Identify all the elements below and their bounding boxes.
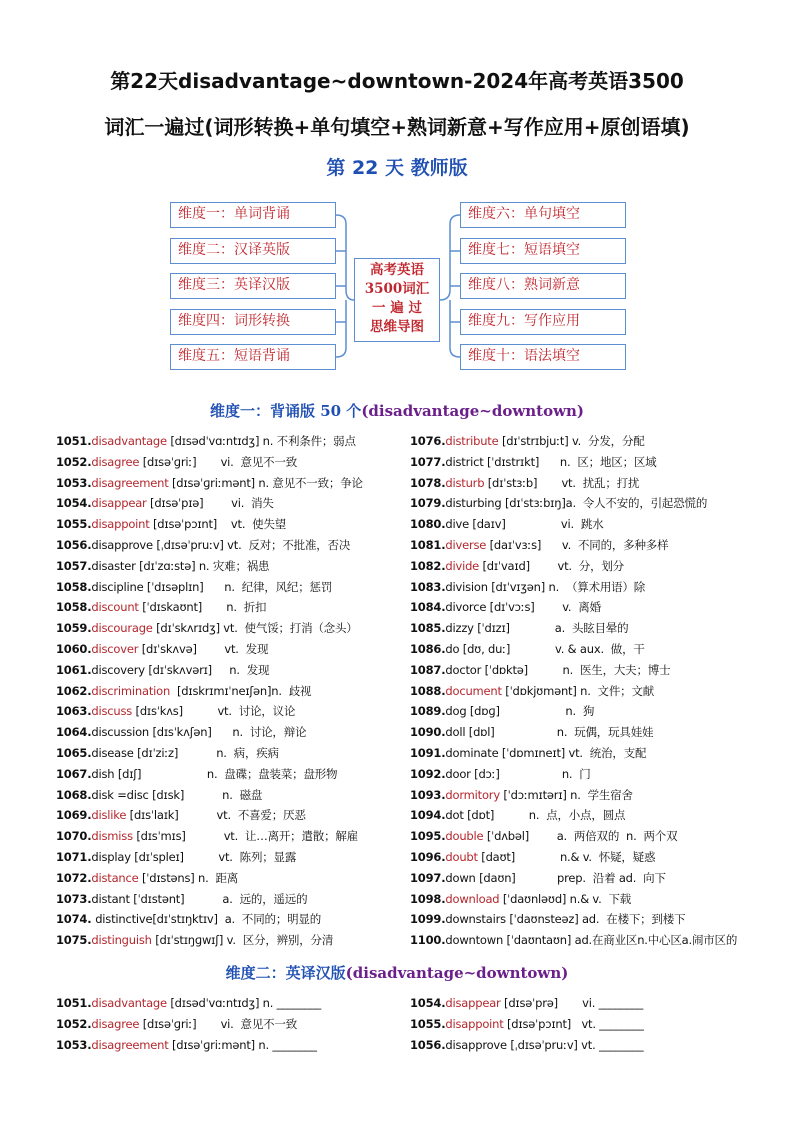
entry-phonetic-meaning: [ˈdɪzɪ] a. 头眩目晕的 [473,621,629,636]
entry-phonetic-meaning: [dɪˈvɔːs] v. 离婚 [486,600,601,615]
entry-phonetic-meaning: [dɪsəˈɡriːmənt] n. ________ [168,1037,317,1052]
vocab-entry [410,558,624,575]
entry-number: 1071. [56,850,92,864]
entry-phonetic-meaning: [dɪˈstɪŋɡwɪʃ] v. 区分，辨别，分清 [151,933,334,948]
entry-word: dislike [91,808,127,823]
vocab-entry [410,891,631,908]
entry-number: 1061. [56,662,92,677]
entry-phonetic-meaning: [ˈdaʊntaʊn] ad.在商业区n.中心区a.闹市区的 [503,933,738,948]
entry-phonetic-meaning: [ˌdɪsəˈpruːv] vt. ________ [506,1037,644,1052]
entry-phonetic-meaning: [dɪˈstrɪbjuːt] v. 分发，分配 [498,434,645,448]
mindmap-dimension-10: 维度十：语法填空 [460,344,626,370]
vocab-entry [410,495,707,512]
entry-number: 1063. [56,704,92,719]
entry-word: discussion [91,725,149,740]
vocab-entry [410,683,654,700]
mindmap-dimension-8: 维度八：熟词新意 [460,273,626,299]
entry-number: 1089. [410,704,446,719]
entry-phonetic-meaning: [ˈdɒmɪneɪt] vt. 统治，支配 [498,746,647,760]
mindmap-center-line: 思维导图 [370,319,424,335]
vocab-entry [56,807,306,824]
entry-word: dizzy [445,621,474,636]
entry-number: 1065. [56,746,92,760]
entry-phonetic-meaning: =disc [dɪsk] n. 磁盘 [113,787,263,802]
vocab-entry [410,995,643,1012]
entry-word: disturbing [445,496,502,511]
entry-word: down [445,870,476,885]
entry-number: 1064. [56,725,92,740]
entry-phonetic-meaning: [ˈdʌbəl] a. 两倍双的 n. 两个双 [483,829,678,844]
vocab-entry [410,849,655,866]
mindmap-center [354,258,440,342]
mindmap-center-line: 高考英语 [370,262,424,278]
entry-number: 1062. [56,683,92,698]
entry-word: dormitory [445,787,500,802]
vocab-entry [56,891,307,908]
entry-phonetic-meaning: [ˈdɪstrɪkt] n. 区；地区；区域 [483,454,657,469]
entry-phonetic-meaning: [dɪˈskʌvərɪ] n. 发现 [144,662,270,677]
entry-number: 1058. [56,579,92,594]
vocab-entry [410,787,633,804]
vocab-entry [410,537,668,554]
vocab-entry [410,579,645,596]
entry-word: disturb [445,475,485,490]
entry-word: downstairs [445,912,506,927]
vocab-entry [410,724,653,741]
entry-word: doctor [445,662,482,677]
entry-word: double [445,829,484,844]
mindmap-dimension-5: 维度五：短语背诵 [170,344,336,370]
entry-word: distant [91,891,130,906]
vocab-entry [56,537,350,554]
entry-phonetic-meaning: [dɪsˈmɪs] vt. 让…离开；遣散；解雇 [132,829,358,844]
entry-number: 1059. [56,621,92,636]
entry-number: 1055. [410,1016,446,1031]
vocab-entry [410,433,645,450]
entry-number: 1095. [410,829,446,844]
entry-number: 1092. [410,766,446,781]
entry-number: 1077. [410,454,446,469]
entry-phonetic-meaning: [dɪˈstɜːb] vt. 扰乱；打扰 [484,475,640,490]
vocab-entry [56,703,295,720]
entry-word: disappear [91,496,147,511]
entry-phonetic-meaning: [dɪskrɪmɪˈneɪʃən]n. 歧视 [170,683,312,698]
vocab-entry [56,932,333,949]
vocab-entry [56,766,337,783]
entry-number: 1097. [410,870,446,885]
entry-phonetic-meaning: [dɪˈspleɪ] vt. 陈列；显露 [130,850,297,864]
entry-word: document [445,683,502,698]
entry-word: downtown [445,933,504,948]
title-line-1: 第22天disadvantage~downtown-2024年高考英语3500 [110,69,684,93]
entry-word: distinctive [95,912,153,927]
vocab-entry [410,828,677,845]
entry-word: disadvantage [91,434,167,448]
entry-word: disaster [91,558,136,573]
vocab-entry [56,475,363,492]
entry-word: display [91,850,131,864]
entry-phonetic-meaning: [ˌdɪsəˈpruːv] vt. 反对；不批准，否决 [152,538,351,552]
section-2-heading [0,962,794,983]
entry-word: disagree [91,454,140,469]
section-1-range: (disadvantage~downtown) [361,402,584,420]
entry-word: distribute [445,434,499,448]
vocab-entry [56,911,321,928]
entry-number: 1053. [56,475,92,490]
mindmap-dimension-6: 维度六：单句填空 [460,202,626,228]
vocab-entry [410,620,628,637]
entry-word: dot [445,808,464,823]
entry-phonetic-meaning: [ˈdɒktə] n. 医生，大夫；博士 [481,662,671,677]
vocab-entry [56,787,262,804]
entry-phonetic-meaning: [dɒɡ] n. 狗 [466,704,595,719]
entry-number: 1051. [56,996,92,1010]
entry-phonetic-meaning: [dɪˈstɜːbɪŋ]a. 令人不安的，引起恐慌的 [501,496,708,511]
section-2-label: 维度二：英译汉版 [225,964,346,982]
mindmap-dimension-4: 维度四：词形转换 [170,309,336,335]
vocab-entry [56,683,311,700]
entry-number: 1058. [56,600,92,615]
entry-word: disagree [91,1016,140,1031]
vocab-entry [410,1037,643,1054]
entry-number: 1060. [56,642,92,656]
entry-phonetic-meaning: [ˈdaʊnləʊd] n.& v. 下载 [499,891,632,906]
entry-number: 1054. [410,996,446,1010]
entry-phonetic-meaning: [dɪˈvaɪd] vt. 分，划分 [479,558,624,573]
vocab-entry [410,870,666,887]
entry-word: disappoint [445,1016,504,1031]
vocab-entry [410,454,656,471]
entry-number: 1051. [56,434,92,448]
entry-phonetic-meaning: [daʊn] prep. 沿着 ad. 向下 [475,870,666,885]
entry-number: 1054. [56,496,92,511]
entry-phonetic-meaning: [daɪv] vi. 跳水 [468,517,604,532]
vocab-entry [56,745,279,762]
entry-word: disadvantage [91,996,167,1010]
entry-number: 1078. [410,475,446,490]
title-line-2: 词汇一遍过(词形转换+单句填空+熟词新意+写作应用+原创语填) [104,115,690,139]
vocab-entry [56,516,286,533]
vocab-entry [410,1016,644,1033]
entry-phonetic-meaning: [ˈdɪsəplɪn] n. 纪律，风纪；惩罚 [143,579,333,594]
entry-number: 1096. [410,850,446,864]
entry-number: 1074. [56,912,96,927]
entry-word: discipline [91,579,144,594]
entry-phonetic-meaning: [dɪsədˈvɑːntɪdʒ] n. ________ [166,996,322,1010]
entry-number: 1093. [410,787,446,802]
entry-number: 1070. [56,829,92,844]
entry-word: diverse [445,538,487,552]
entry-word: discourage [91,621,153,636]
entry-word: disapprove [445,1037,507,1052]
vocab-entry [56,599,266,616]
entry-word: dish [91,766,115,781]
entry-phonetic-meaning: [dɪsəˈpɔɪnt] vt. 使失望 [149,517,287,532]
vocab-entry [410,911,685,928]
vocab-entry [410,662,670,679]
entry-number: 1052. [56,454,92,469]
vocab-entry [410,599,601,616]
entry-number: 1094. [410,808,446,823]
section-1-heading [0,400,794,421]
entry-phonetic-meaning: [dɪsəˈɡriː] vi. 意见不一致 [139,454,298,469]
entry-word: discuss [91,704,133,719]
entry-word: disagreement [91,475,169,490]
entry-phonetic-meaning: [ˈdɔːmɪtərɪ] n. 学生宿舍 [499,787,633,802]
entry-word: division [445,579,488,594]
entry-word: distinguish [91,933,152,948]
entry-phonetic-meaning: [dɪsədˈvɑːntɪdʒ] n. 不利条件；弱点 [166,434,356,448]
section-2-range: (disadvantage~downtown) [345,964,569,982]
entry-word: distance [91,870,139,885]
mindmap-dimension-9: 维度九：写作应用 [460,309,626,335]
vocab-entry [410,475,639,492]
entry-number: 1056. [410,1037,446,1052]
entry-phonetic-meaning: [dɪsəˈɡriː] vi. 意见不一致 [139,1016,298,1031]
entry-number: 1075. [56,933,92,948]
mindmap-dimension-1: 维度一：单词背诵 [170,202,336,228]
vocab-entry [410,745,646,762]
entry-number: 1082. [410,558,446,573]
entry-number: 1090. [410,725,446,740]
entry-word: discovery [91,662,145,677]
entry-phonetic-meaning: [dɪsəˈprə] vi. ________ [500,996,644,1010]
entry-number: 1091. [410,746,446,760]
entry-number: 1052. [56,1016,92,1031]
entry-phonetic-meaning: [ˈdaʊnsteəz] ad. 在楼下；到楼下 [505,912,686,927]
mindmap-dimension-2: 维度二：汉译英版 [170,238,336,264]
entry-phonetic-meaning: [dʊ, duː] v. & aux. 做，干 [459,642,645,656]
vocab-entry [410,807,625,824]
vocab-entry [56,828,358,845]
entry-number: 1073. [56,891,92,906]
entry-number: 1069. [56,808,92,823]
entry-word: dominate [445,746,499,760]
vocab-entry [56,620,358,637]
entry-word: dog [445,704,467,719]
entry-number: 1099. [410,912,446,927]
entry-phonetic-meaning: [dɪsəˈpɪə] vi. 消失 [146,496,274,511]
vocab-entry [56,433,356,450]
vocab-entry [56,995,321,1012]
entry-word: discount [91,600,139,615]
entry-phonetic-meaning: [dɪˈstɪŋktɪv] a. 不同的；明显的 [152,912,322,927]
mindmap-dimension-3: 维度三：英译汉版 [170,273,336,299]
vocab-entry [410,703,594,720]
entry-word: download [445,891,500,906]
entry-word: dive [445,517,469,532]
mindmap-center-line: 一 遍 过 [372,300,422,316]
entry-number: 1067. [56,766,92,781]
vocab-entry [56,870,238,887]
section-1-label: 维度一：背诵版 50 个 [209,402,362,420]
vocab-entry [56,724,306,741]
entry-number: 1076. [410,434,446,448]
entry-number: 1072. [56,870,92,885]
entry-number: 1056. [56,538,92,552]
entry-phonetic-meaning: [ˈdɪskaʊnt] n. 折扣 [138,600,267,615]
entry-phonetic-meaning: [dɪˈskʌrɪdʒ] vt. 使气馁；打消（念头） [152,621,358,636]
entry-phonetic-meaning: [dɪˈvɪʒən] n. （算术用语）除 [487,579,646,594]
entry-phonetic-meaning: [dɒt] n. 点，小点，圆点 [463,808,626,823]
entry-phonetic-meaning: [dɪsˈkʌs] vt. 讨论，议论 [132,704,296,719]
entry-number: 1085. [410,621,446,636]
entry-number: 1057. [56,558,92,573]
entry-number: 1068. [56,787,92,802]
vocab-entry [56,849,296,866]
entry-word: doll [445,725,466,740]
entry-phonetic-meaning: [ˈdɪstəns] n. 距离 [138,870,239,885]
entry-phonetic-meaning: [daɪˈvɜːs] v. 不同的，多种多样 [486,538,669,552]
vocab-entry [56,558,269,575]
entry-word: dismiss [91,829,133,844]
vocab-entry [410,641,645,658]
vocab-entry [410,932,737,949]
vocab-entry [56,1016,297,1033]
entry-word: discrimination [91,683,171,698]
entry-word: disk [91,787,114,802]
entry-number: 1087. [410,662,446,677]
entry-number: 1083. [410,579,446,594]
entry-word: disapprove [91,538,153,552]
entry-phonetic-meaning: [ˈdɒkjʊmənt] n. 文件；文献 [501,683,655,698]
edition-title: 第 22 天 教师版 [326,157,468,179]
entry-number: 1100. [410,933,446,948]
entry-word: door [445,766,471,781]
entry-phonetic-meaning: [daʊt] n.& v. 怀疑，疑惑 [477,850,656,864]
entry-word: disagreement [91,1037,169,1052]
entry-number: 1080. [410,517,446,532]
entry-phonetic-meaning: [ˈdɪstənt] a. 远的，遥远的 [129,891,308,906]
entry-phonetic-meaning: [dɪˈzɑːstə] n. 灾难；祸患 [135,558,270,573]
entry-number: 1081. [410,538,446,552]
entry-phonetic-meaning: [dɔː] n. 门 [470,766,591,781]
vocab-entry [56,579,332,596]
vocab-entry [410,516,603,533]
entry-word: do [445,642,460,656]
vocab-entry [56,495,274,512]
vocab-entry [56,454,297,471]
entry-number: 1086. [410,642,446,656]
entry-phonetic-meaning: [dɪsəˈɡriːmənt] n. 意见不一致；争论 [168,475,363,490]
vocab-entry [56,641,268,658]
entry-word: disappoint [91,517,150,532]
entry-word: disappear [445,996,501,1010]
vocab-entry [56,1037,317,1054]
entry-number: 1084. [410,600,446,615]
vocab-entry [56,662,269,679]
entry-number: 1088. [410,683,446,698]
entry-word: divide [445,558,480,573]
entry-phonetic-meaning: [dɪʃ] n. 盘碟；盘装菜；盘形物 [114,766,338,781]
mindmap-center-line: 3500词汇 [364,281,430,297]
entry-number: 1079. [410,496,446,511]
entry-phonetic-meaning: [dɪˈskʌvə] vt. 发现 [138,642,269,656]
entry-number: 1055. [56,517,92,532]
entry-word: district [445,454,484,469]
entry-number: 1053. [56,1037,92,1052]
mindmap-dimension-7: 维度七：短语填空 [460,238,626,264]
vocab-entry [410,766,591,783]
entry-word: discover [91,642,139,656]
entry-phonetic-meaning: [dɪsəˈpɔɪnt] vt. ________ [503,1016,644,1031]
entry-phonetic-meaning: [dɒl] n. 玩偶，玩具娃娃 [465,725,654,740]
entry-word: divorce [445,600,487,615]
entry-word: disease [91,746,134,760]
entry-number: 1098. [410,891,446,906]
entry-word: doubt [445,850,478,864]
entry-phonetic-meaning: [dɪsˈlaɪk] vt. 不喜爱；厌恶 [126,808,306,823]
entry-phonetic-meaning: [dɪsˈkʌʃən] n. 讨论，辩论 [149,725,307,740]
entry-phonetic-meaning: [dɪˈziːz] n. 病，疾病 [133,746,279,760]
